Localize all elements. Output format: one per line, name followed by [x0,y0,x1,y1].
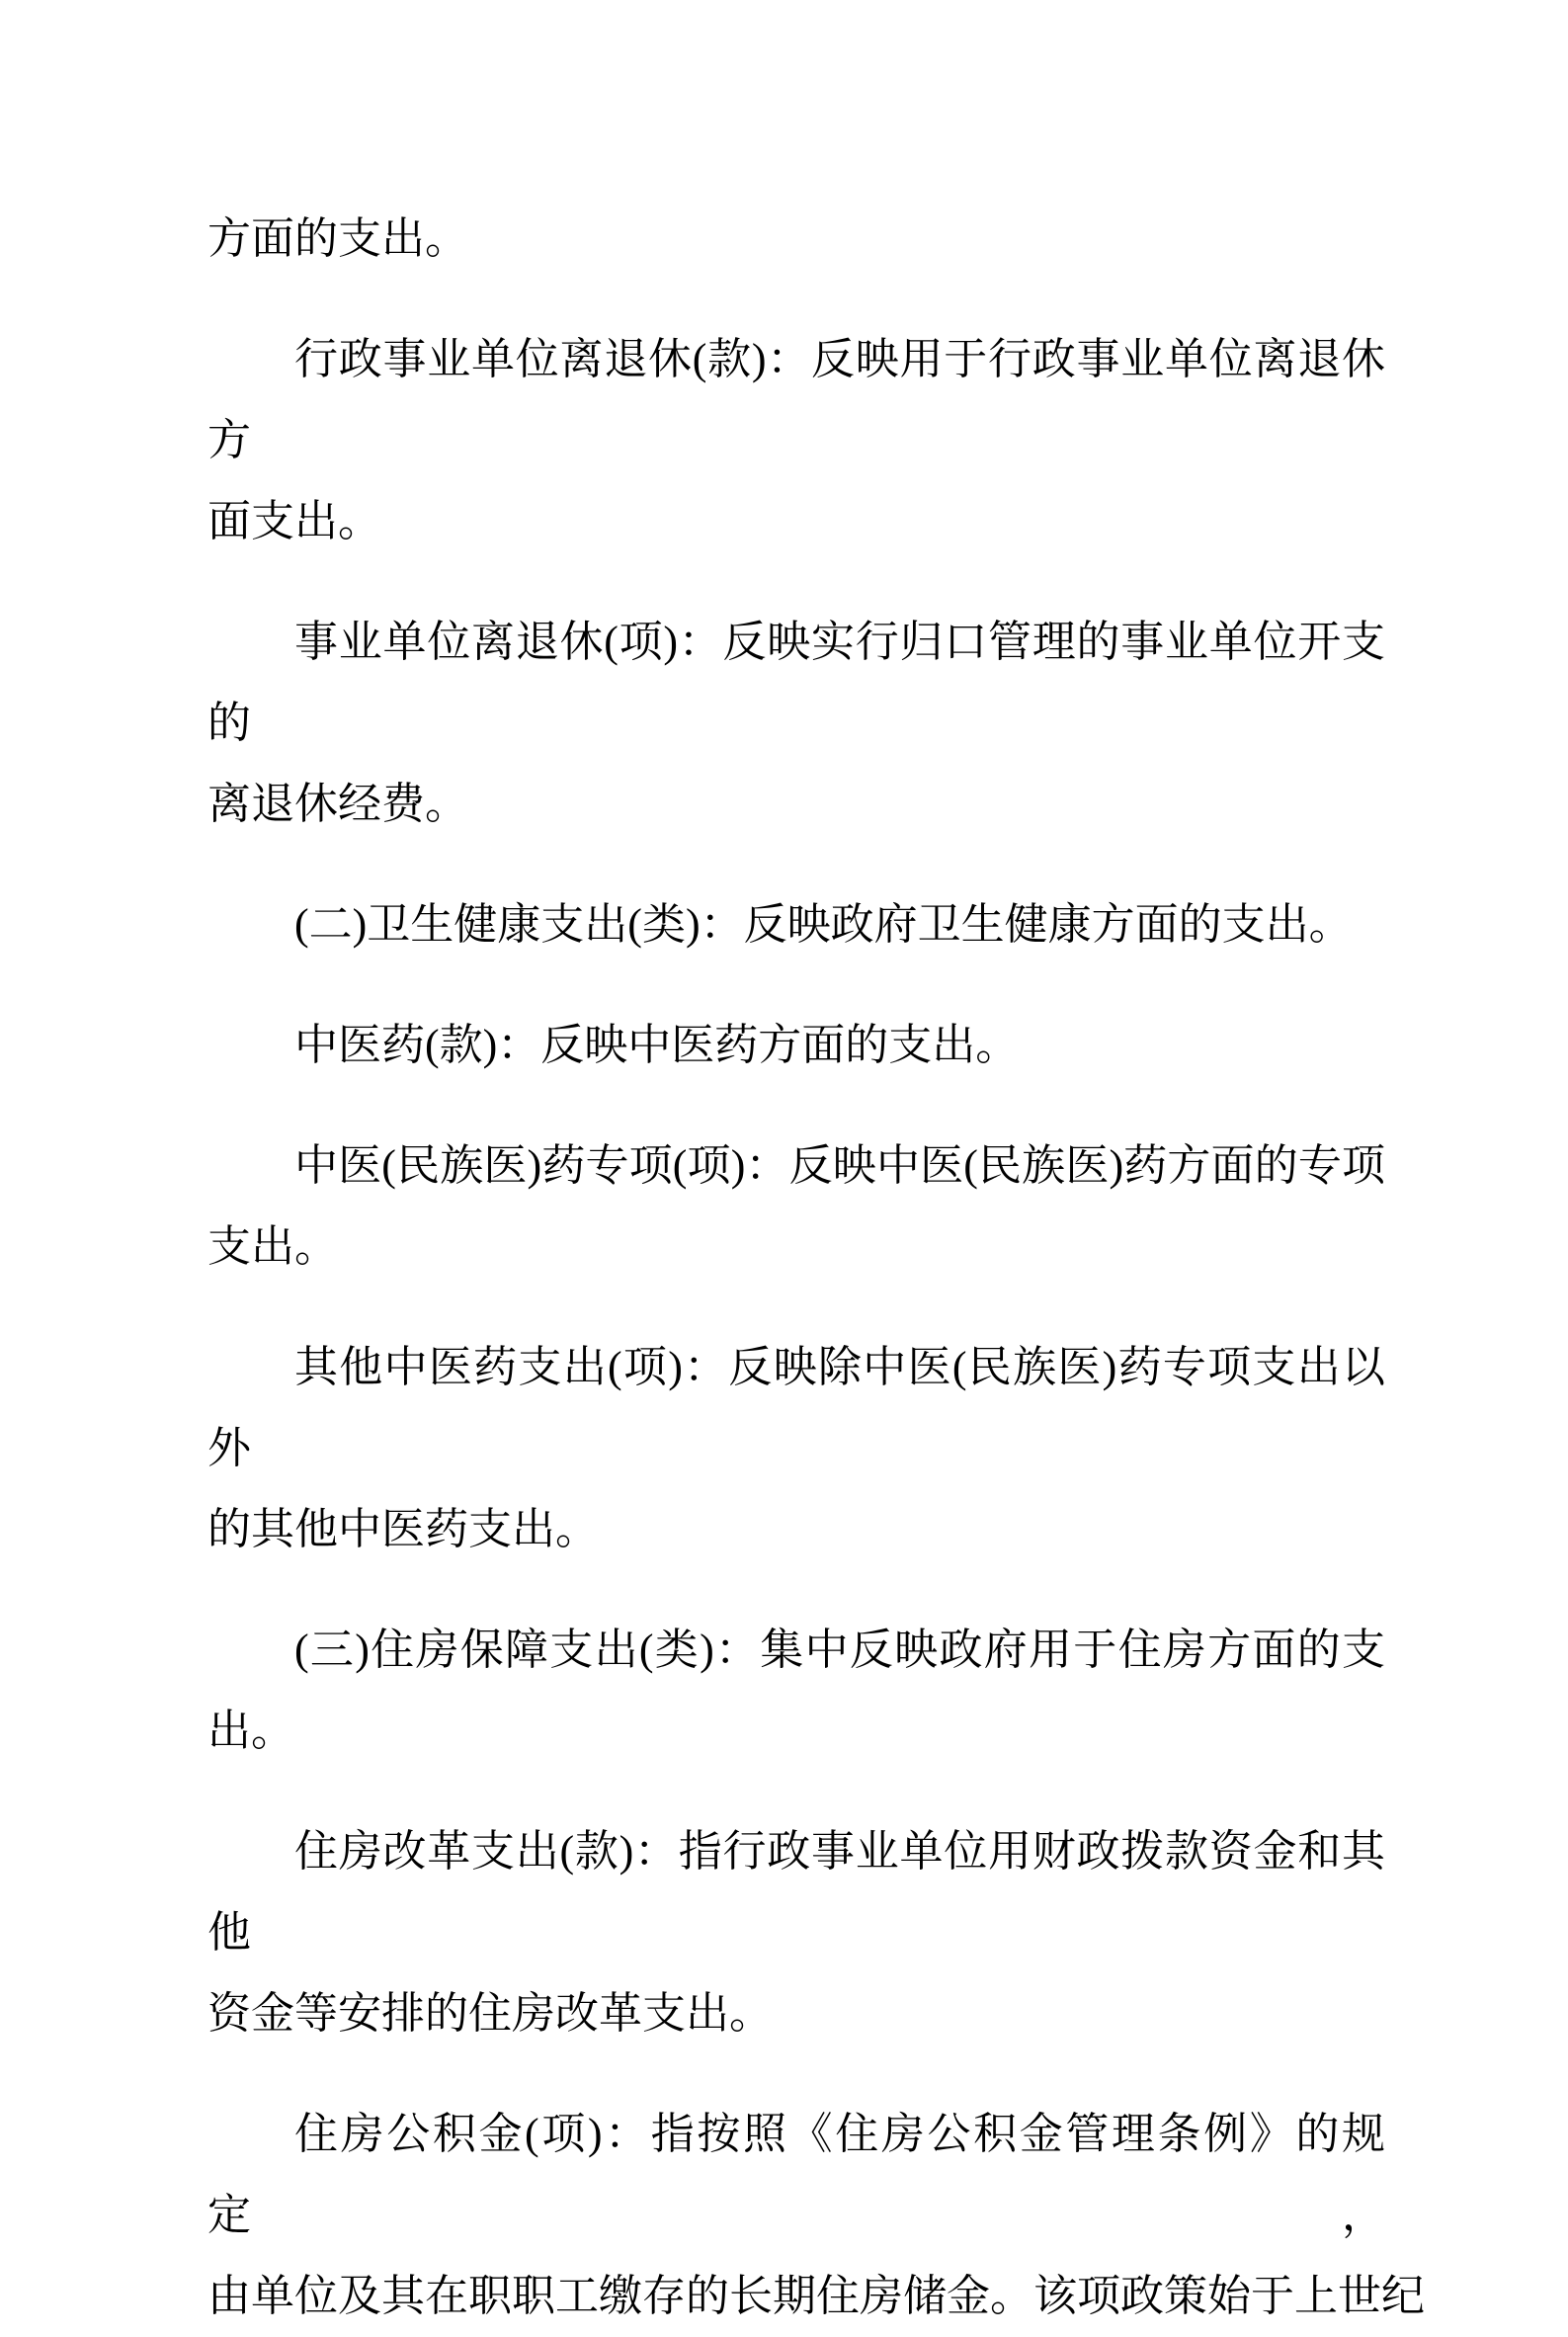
paragraph [207,1327,1385,1570]
text-line: 中医药(款)：反映中医药方面的支出。 [294,1021,1020,1069]
paragraph [207,2094,1425,2337]
text-line: 中医(民族医)药专项(项)：反映中医(民族医)药方面的专项 [294,1141,1385,1190]
text-line: 事业单位离退休(项)：反映实行归口管理的事业单位开支的 [207,618,1385,747]
text-line: 出。 [207,1707,294,1755]
text-line: 方面的支出。 [207,214,468,263]
text-line: (三)住房保障支出(类)：集中反映政府用于住房方面的支 [294,1626,1385,1674]
text-line: 其他中医药支出(项)：反映除中医(民族医)药专项支出以外 [207,1343,1385,1472]
text-line: (二)卫生健康支出(类)：反映政府卫生健康方面的支出。 [294,900,1353,949]
text-line: 住房公积金(项)：指按照《住房公积金管理条例》的规定， [207,2110,1385,2239]
paragraph [207,199,1385,280]
paragraph [207,602,1385,845]
paragraph [207,1811,1385,2054]
paragraph [207,319,1385,562]
text-line: 由单位及其在职职工缴存的长期住房储金。该项政策始于上世纪 [207,2272,1425,2320]
text-line: 住房改革支出(款)：指行政事业单位用财政拨款资金和其他 [207,1827,1385,1957]
paragraph [207,1610,1385,1772]
text-line: 离退休经费。 [207,780,468,828]
text-line: 行政事业单位离退休(款)：反映用于行政事业单位离退休方 [207,335,1385,464]
text-line: 支出。 [207,1222,338,1271]
paragraph [207,1005,1385,1086]
paragraph [207,1126,1385,1288]
text-line: 资金等安排的住房改革支出。 [207,1989,773,2038]
text-line: 的其他中医药支出。 [207,1505,599,1553]
paragraph [207,884,1385,965]
text-line: 面支出。 [207,497,381,545]
